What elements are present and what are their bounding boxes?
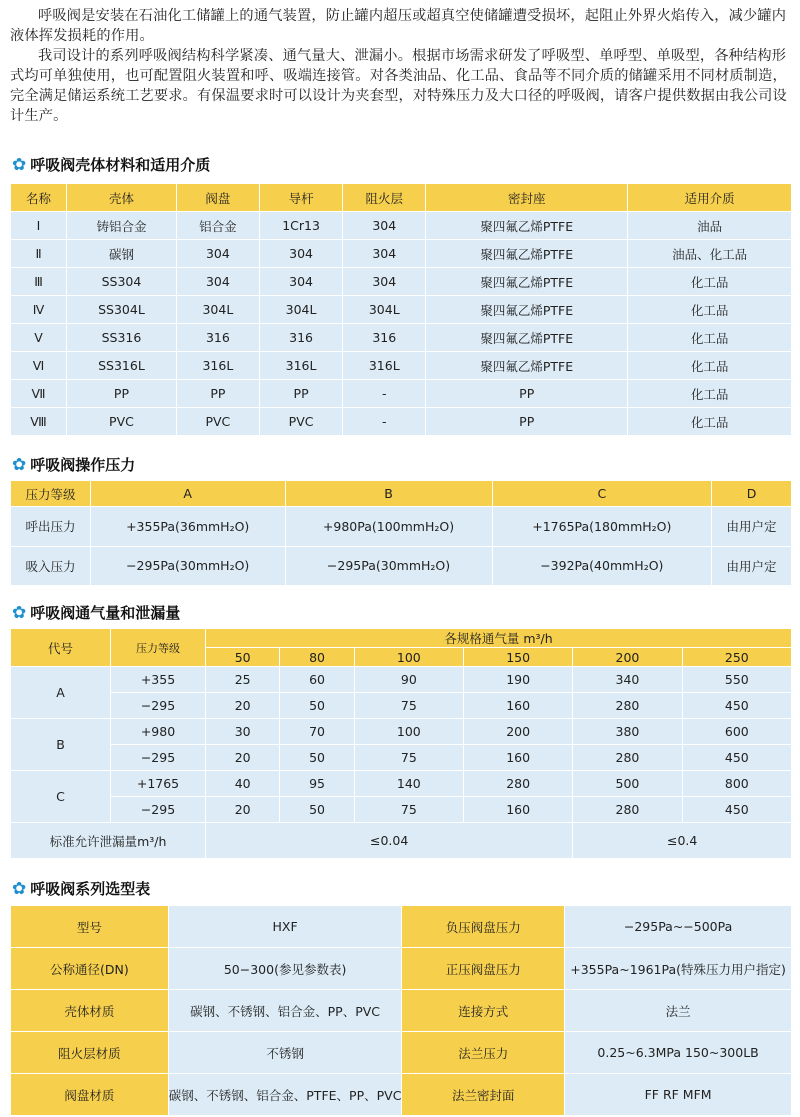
table-cell: 280 bbox=[573, 693, 682, 719]
table-row bbox=[11, 990, 792, 1032]
table-row bbox=[11, 1074, 792, 1116]
table-cell: 50 bbox=[280, 693, 354, 719]
size-header: 50 bbox=[206, 648, 280, 667]
table-cell: PP bbox=[426, 408, 628, 436]
table-cell: 160 bbox=[464, 797, 573, 823]
column-header: A bbox=[90, 481, 285, 507]
table-cell: PVC bbox=[176, 408, 259, 436]
gear-icon: ✿ bbox=[12, 602, 27, 623]
section-title-text: 呼吸阀通气量和泄漏量 bbox=[30, 604, 181, 622]
table-cell: 600 bbox=[682, 719, 791, 745]
spec-value: 50−300(参见参数表) bbox=[168, 948, 402, 990]
group-code: C bbox=[11, 771, 111, 823]
table-cell: 聚四氟乙烯PTFE bbox=[426, 268, 628, 296]
table-cell: 280 bbox=[573, 745, 682, 771]
table-cell: 304 bbox=[259, 240, 342, 268]
spec-label: 壳体材质 bbox=[11, 990, 169, 1032]
table-cell: 20 bbox=[206, 745, 280, 771]
table-cell: Ⅳ bbox=[11, 296, 67, 324]
column-header: D bbox=[712, 481, 792, 507]
table-cell: 铸铝合金 bbox=[67, 212, 177, 240]
table-row bbox=[11, 629, 792, 648]
spec-label: 公称通径(DN) bbox=[11, 948, 169, 990]
table-row bbox=[11, 823, 792, 859]
section-title-pressure bbox=[12, 454, 135, 475]
table-cell: Ⅲ bbox=[11, 268, 67, 296]
table-cell: 40 bbox=[206, 771, 280, 797]
table-cell: PVC bbox=[67, 408, 177, 436]
table-cell: 304 bbox=[176, 240, 259, 268]
table-cell: 160 bbox=[464, 693, 573, 719]
spec-label: 连接方式 bbox=[402, 990, 565, 1032]
spec-value: +355Pa~1961Pa(特殊压力用户指定) bbox=[565, 948, 792, 990]
spec-value: 碳钢、不锈钢、铝合金、PP、PVC bbox=[168, 990, 402, 1032]
column-header: 壳体 bbox=[67, 184, 177, 212]
table-cell: 160 bbox=[464, 745, 573, 771]
table-cell: 呼出压力 bbox=[11, 507, 91, 547]
table-cell: 20 bbox=[206, 693, 280, 719]
column-header: 压力等级 bbox=[11, 481, 91, 507]
size-header: 200 bbox=[573, 648, 682, 667]
table-cell: 油品 bbox=[628, 212, 792, 240]
spec-label: 正压阀盘压力 bbox=[402, 948, 565, 990]
table-cell: 25 bbox=[206, 667, 280, 693]
spec-value: −295Pa~−500Pa bbox=[565, 906, 792, 948]
table-row bbox=[11, 352, 792, 380]
column-header-flow: 各规格通气量 m³/h bbox=[206, 629, 792, 648]
table-cell: 聚四氟乙烯PTFE bbox=[426, 296, 628, 324]
table-cell: 20 bbox=[206, 797, 280, 823]
table-cell: Ⅴ bbox=[11, 324, 67, 352]
gear-icon: ✿ bbox=[12, 878, 27, 899]
table-cell: 316 bbox=[343, 324, 426, 352]
table-cell: 95 bbox=[280, 771, 354, 797]
table-cell: Ⅵ bbox=[11, 352, 67, 380]
table-row bbox=[11, 240, 792, 268]
table-cell: −295 bbox=[111, 693, 206, 719]
table-cell: Ⅱ bbox=[11, 240, 67, 268]
table-cell: 550 bbox=[682, 667, 791, 693]
spec-value: 碳钢、不锈钢、铝合金、PTFE、PP、PVC bbox=[168, 1074, 402, 1116]
spec-value: 不锈钢 bbox=[168, 1032, 402, 1074]
section-title-text: 呼吸阀壳体材料和适用介质 bbox=[30, 156, 211, 174]
table-cell: 化工品 bbox=[628, 268, 792, 296]
table-cell: 450 bbox=[682, 693, 791, 719]
table-cell: Ⅷ bbox=[11, 408, 67, 436]
table-cell: 316L bbox=[343, 352, 426, 380]
table-row bbox=[11, 184, 792, 212]
table-cell: 316L bbox=[176, 352, 259, 380]
table-cell: 200 bbox=[464, 719, 573, 745]
table-cell: 油品、化工品 bbox=[628, 240, 792, 268]
table-cell: 190 bbox=[464, 667, 573, 693]
table-cell: 聚四氟乙烯PTFE bbox=[426, 352, 628, 380]
table-cell: SS316L bbox=[67, 352, 177, 380]
selection-table bbox=[10, 905, 792, 1116]
table-cell: PP bbox=[176, 380, 259, 408]
table-cell: 60 bbox=[280, 667, 354, 693]
table-cell: 化工品 bbox=[628, 352, 792, 380]
table-cell: 50 bbox=[280, 797, 354, 823]
table-row bbox=[11, 771, 792, 797]
section-title-selection bbox=[12, 878, 150, 899]
table-cell: 304 bbox=[343, 240, 426, 268]
table-cell: 化工品 bbox=[628, 324, 792, 352]
table-cell: 280 bbox=[464, 771, 573, 797]
table-cell: SS316 bbox=[67, 324, 177, 352]
table-row bbox=[11, 1032, 792, 1074]
table-cell: 380 bbox=[573, 719, 682, 745]
size-header: 80 bbox=[280, 648, 354, 667]
table-cell: −392Pa(40mmH₂O) bbox=[492, 546, 712, 586]
spec-value: 0.25~6.3MPa 150~300LB bbox=[565, 1032, 792, 1074]
table-cell: 化工品 bbox=[628, 296, 792, 324]
table-cell: 304 bbox=[176, 268, 259, 296]
spec-label: 负压阀盘压力 bbox=[402, 906, 565, 948]
spec-label: 阻火层材质 bbox=[11, 1032, 169, 1074]
table-cell: 50 bbox=[280, 745, 354, 771]
table-cell: 340 bbox=[573, 667, 682, 693]
table-cell: 吸入压力 bbox=[11, 546, 91, 586]
section-title-text: 呼吸阀系列选型表 bbox=[30, 880, 151, 898]
flow-table bbox=[10, 628, 792, 859]
table-row bbox=[11, 507, 792, 547]
table-cell: - bbox=[343, 380, 426, 408]
leak-value: ≤0.4 bbox=[573, 823, 792, 859]
size-header: 100 bbox=[354, 648, 463, 667]
column-header: 适用介质 bbox=[628, 184, 792, 212]
table-cell: 280 bbox=[573, 797, 682, 823]
table-cell: +980 bbox=[111, 719, 206, 745]
table-cell: 304L bbox=[176, 296, 259, 324]
column-header-level: 压力等级 bbox=[111, 629, 206, 667]
table-cell: 75 bbox=[354, 745, 463, 771]
spec-value: HXF bbox=[168, 906, 402, 948]
table-cell: - bbox=[343, 408, 426, 436]
table-cell: 75 bbox=[354, 693, 463, 719]
spec-value: 法兰 bbox=[565, 990, 792, 1032]
table-cell: 450 bbox=[682, 797, 791, 823]
table-cell: +1765Pa(180mmH₂O) bbox=[492, 507, 712, 547]
column-header-code: 代号 bbox=[11, 629, 111, 667]
column-header: B bbox=[285, 481, 492, 507]
table-cell: 聚四氟乙烯PTFE bbox=[426, 212, 628, 240]
size-header: 150 bbox=[464, 648, 573, 667]
intro-text bbox=[10, 6, 795, 126]
table-cell: 聚四氟乙烯PTFE bbox=[426, 324, 628, 352]
table-cell: −295 bbox=[111, 797, 206, 823]
intro-paragraph: 呼吸阀是安装在石油化工储罐上的通气装置，防止罐内超压或超真空使储罐遭受损坏，起阻止外界火焰传入，减少罐内液体挥发损耗的作用。 bbox=[10, 8, 787, 44]
table-cell: 140 bbox=[354, 771, 463, 797]
table-row bbox=[11, 546, 792, 586]
table-cell: 316L bbox=[259, 352, 342, 380]
table-cell: SS304 bbox=[67, 268, 177, 296]
section-title-flow bbox=[12, 602, 180, 623]
table-row bbox=[11, 212, 792, 240]
column-header: C bbox=[492, 481, 712, 507]
table-cell: 30 bbox=[206, 719, 280, 745]
section-title-materials bbox=[12, 154, 210, 175]
table-row bbox=[11, 296, 792, 324]
table-row bbox=[11, 380, 792, 408]
table-cell: Ⅰ bbox=[11, 212, 67, 240]
table-cell: 碳钢 bbox=[67, 240, 177, 268]
table-cell: 70 bbox=[280, 719, 354, 745]
table-cell: 由用户定 bbox=[712, 546, 792, 586]
column-header: 阀盘 bbox=[176, 184, 259, 212]
materials-table bbox=[10, 183, 792, 436]
table-cell: PP bbox=[426, 380, 628, 408]
table-cell: 304 bbox=[343, 212, 426, 240]
table-row bbox=[11, 797, 792, 823]
column-header: 名称 bbox=[11, 184, 67, 212]
table-cell: 450 bbox=[682, 745, 791, 771]
spec-value: FF RF MFM bbox=[565, 1074, 792, 1116]
group-code: A bbox=[11, 667, 111, 719]
table-cell: +1765 bbox=[111, 771, 206, 797]
group-code: B bbox=[11, 719, 111, 771]
gear-icon: ✿ bbox=[12, 454, 27, 475]
table-cell: 75 bbox=[354, 797, 463, 823]
table-row bbox=[11, 481, 792, 507]
table-cell: 化工品 bbox=[628, 408, 792, 436]
column-header: 密封座 bbox=[426, 184, 628, 212]
section-title-text: 呼吸阀操作压力 bbox=[30, 456, 136, 474]
column-header: 阻火层 bbox=[343, 184, 426, 212]
table-cell: 500 bbox=[573, 771, 682, 797]
table-cell: 316 bbox=[259, 324, 342, 352]
table-row bbox=[11, 693, 792, 719]
table-row bbox=[11, 719, 792, 745]
table-row bbox=[11, 948, 792, 990]
size-header: 250 bbox=[682, 648, 791, 667]
pressure-table bbox=[10, 480, 792, 586]
table-cell: 聚四氟乙烯PTFE bbox=[426, 240, 628, 268]
spec-label: 法兰压力 bbox=[402, 1032, 565, 1074]
leak-label: 标准允许泄漏量m³/h bbox=[11, 823, 206, 859]
table-cell: 316 bbox=[176, 324, 259, 352]
table-row bbox=[11, 667, 792, 693]
table-cell: PP bbox=[259, 380, 342, 408]
table-row bbox=[11, 745, 792, 771]
table-cell: Ⅶ bbox=[11, 380, 67, 408]
table-cell: SS304L bbox=[67, 296, 177, 324]
table-cell: 304 bbox=[343, 268, 426, 296]
table-cell: 化工品 bbox=[628, 380, 792, 408]
spec-label: 型号 bbox=[11, 906, 169, 948]
column-header: 导杆 bbox=[259, 184, 342, 212]
table-cell: 304L bbox=[343, 296, 426, 324]
table-cell: 304 bbox=[259, 268, 342, 296]
table-cell: 铝合金 bbox=[176, 212, 259, 240]
table-cell: 1Cr13 bbox=[259, 212, 342, 240]
table-cell: PVC bbox=[259, 408, 342, 436]
gear-icon: ✿ bbox=[12, 154, 27, 175]
leak-value: ≤0.04 bbox=[206, 823, 573, 859]
table-cell: 100 bbox=[354, 719, 463, 745]
table-cell: −295 bbox=[111, 745, 206, 771]
table-cell: 304L bbox=[259, 296, 342, 324]
table-cell: +355 bbox=[111, 667, 206, 693]
table-cell: −295Pa(30mmH₂O) bbox=[90, 546, 285, 586]
table-cell: 由用户定 bbox=[712, 507, 792, 547]
intro-paragraph: 我司设计的系列呼吸阀结构科学紧凑、通气量大、泄漏小。根据市场需求研发了呼吸型、单呼型、单吸型，各种结构形式均可单独使用，也可配置阻火装置和呼、吸端连接管。对各类油品、化工品、食品等不同介质的储罐采用不同材质制造，完全满足储运系统工艺要求。有保温要求时可以设计为夹套型，对特殊压力及大口径的呼吸阀，请客户提供数据由我公司设计生产。 bbox=[10, 48, 787, 124]
table-cell: +355Pa(36mmH₂O) bbox=[90, 507, 285, 547]
spec-label: 阀盘材质 bbox=[11, 1074, 169, 1116]
table-cell: +980Pa(100mmH₂O) bbox=[285, 507, 492, 547]
table-cell: −295Pa(30mmH₂O) bbox=[285, 546, 492, 586]
table-row bbox=[11, 408, 792, 436]
table-cell: PP bbox=[67, 380, 177, 408]
table-row bbox=[11, 268, 792, 296]
table-cell: 800 bbox=[682, 771, 791, 797]
table-row bbox=[11, 324, 792, 352]
spec-label: 法兰密封面 bbox=[402, 1074, 565, 1116]
table-cell: 90 bbox=[354, 667, 463, 693]
table-row bbox=[11, 906, 792, 948]
